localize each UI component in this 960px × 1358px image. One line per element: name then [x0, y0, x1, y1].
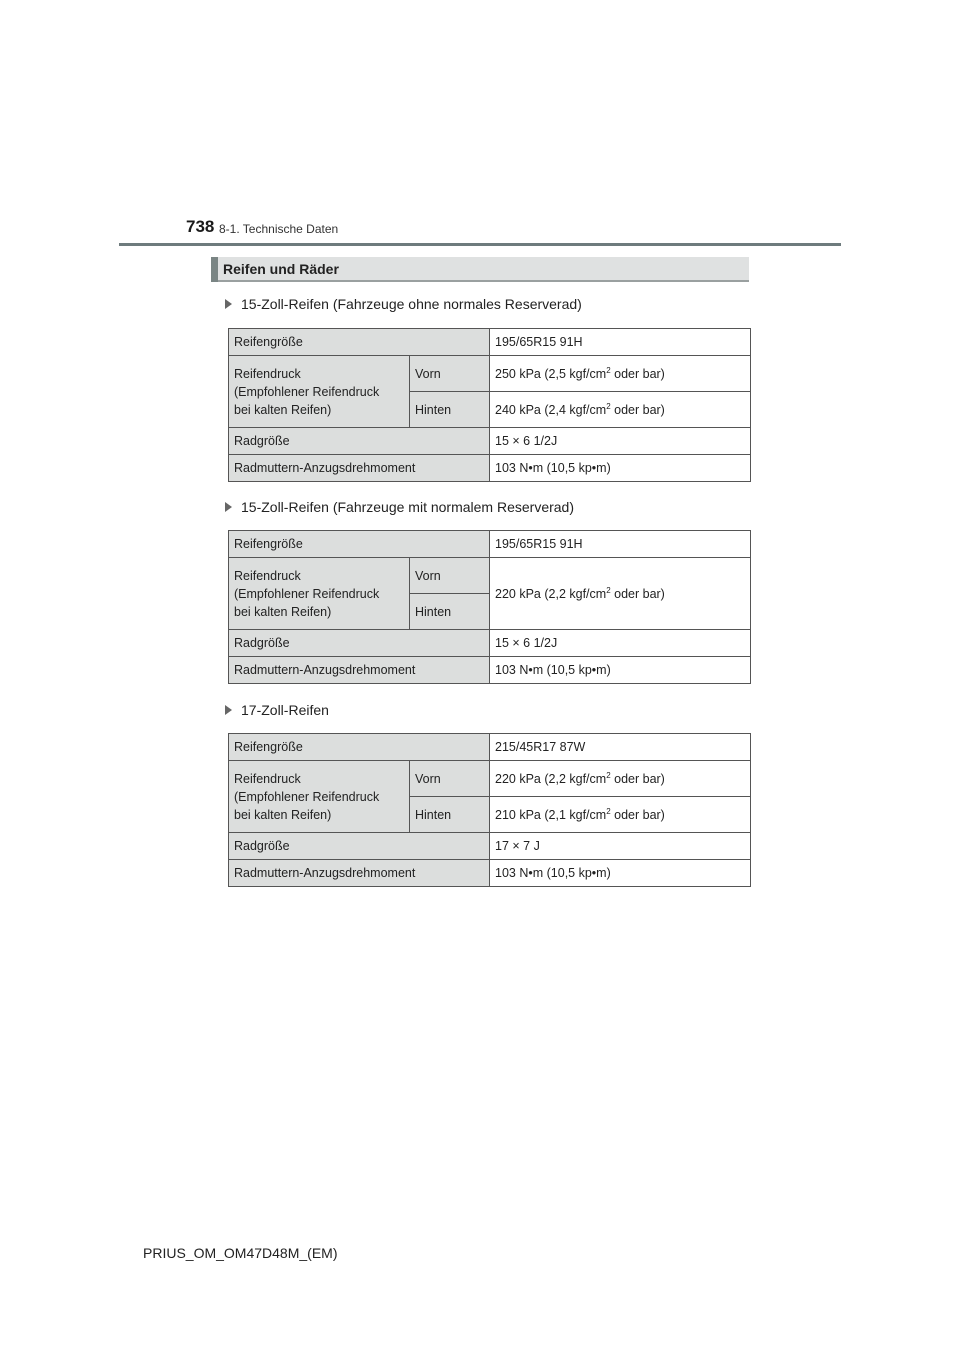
table-row [229, 428, 751, 455]
wheel-value: 15 × 6 1/2J [490, 630, 751, 657]
front-value-text: 250 kPa (2,5 kgf/cm [495, 367, 607, 382]
document-footer-id: PRIUS_OM_OM47D48M_(EM) [143, 1245, 338, 1261]
torque-label: Radmuttern-Anzugsdrehmoment [229, 657, 490, 684]
front-value [490, 356, 751, 392]
size-label: Reifengröße [229, 329, 490, 356]
subsection-title-text: 15-Zoll-Reifen (Fahrzeuge ohne normales Reserverad) [241, 296, 582, 312]
pressure-label-line: (Empfohlener Reifendruck [234, 384, 380, 399]
front-value-text: 220 kPa (2,2 kgf/cm [495, 772, 607, 787]
rear-label: Hinten [410, 797, 490, 833]
size-value: 195/65R15 91H [490, 531, 751, 558]
triangle-bullet-icon [225, 705, 232, 715]
superscript: 2 [606, 806, 611, 816]
rear-value [490, 392, 751, 428]
pressure-label-line: Reifendruck [234, 366, 301, 381]
torque-label: Radmuttern-Anzugsdrehmoment [229, 455, 490, 482]
size-label: Reifengröße [229, 734, 490, 761]
pressure-label-line: bei kalten Reifen) [234, 402, 332, 417]
pressure-label-line: Reifendruck [234, 771, 301, 786]
rear-value-text: 240 kPa (2,4 kgf/cm [495, 403, 607, 418]
table-row [229, 329, 751, 356]
table-row [229, 833, 751, 860]
shared-value-text: 220 kPa (2,2 kgf/cm [495, 587, 607, 602]
shared-pressure-value [490, 558, 751, 630]
table-row [229, 630, 751, 657]
front-unit-text: oder bar) [614, 367, 665, 382]
triangle-bullet-icon [225, 299, 232, 309]
torque-value: 103 N•m (10,5 kp•m) [490, 455, 751, 482]
wheel-value: 17 × 7 J [490, 833, 751, 860]
section-heading [211, 257, 749, 282]
rear-label: Hinten [410, 594, 490, 630]
size-label: Reifengröße [229, 531, 490, 558]
pressure-label-line: (Empfohlener Reifendruck [234, 789, 380, 804]
superscript: 2 [606, 770, 611, 780]
spec-table-3 [228, 733, 751, 887]
header-divider [119, 243, 841, 246]
front-unit-text: oder bar) [614, 772, 665, 787]
front-label: Vorn [410, 761, 490, 797]
size-value: 195/65R15 91H [490, 329, 751, 356]
front-value [490, 761, 751, 797]
section-breadcrumb: 8-1. Technische Daten [219, 222, 339, 236]
torque-value: 103 N•m (10,5 kp•m) [490, 860, 751, 887]
spec-table-2 [228, 530, 751, 684]
torque-label: Radmuttern-Anzugsdrehmoment [229, 860, 490, 887]
page-number: 738 [186, 217, 215, 236]
triangle-bullet-icon [225, 502, 232, 512]
rear-unit-text: oder bar) [614, 808, 665, 823]
wheel-label: Radgröße [229, 428, 490, 455]
table-row [229, 860, 751, 887]
wheel-label: Radgröße [229, 833, 490, 860]
superscript: 2 [606, 365, 611, 375]
pressure-label-line: bei kalten Reifen) [234, 604, 332, 619]
rear-unit-text: oder bar) [614, 403, 665, 418]
superscript: 2 [606, 585, 611, 595]
pressure-label [229, 356, 410, 428]
table-row [229, 761, 751, 797]
shared-unit-text: oder bar) [614, 587, 665, 602]
wheel-label: Radgröße [229, 630, 490, 657]
subsection-title-1 [225, 296, 582, 312]
wheel-value: 15 × 6 1/2J [490, 428, 751, 455]
table-row [229, 531, 751, 558]
pressure-label [229, 761, 410, 833]
rear-value-text: 210 kPa (2,1 kgf/cm [495, 808, 607, 823]
size-value: 215/45R17 87W [490, 734, 751, 761]
pressure-label [229, 558, 410, 630]
table-row [229, 734, 751, 761]
superscript: 2 [606, 401, 611, 411]
front-label: Vorn [410, 558, 490, 594]
torque-value: 103 N•m (10,5 kp•m) [490, 657, 751, 684]
front-label: Vorn [410, 356, 490, 392]
pressure-label-line: (Empfohlener Reifendruck [234, 586, 380, 601]
subsection-title-text: 17-Zoll-Reifen [241, 702, 329, 718]
subsection-title-2 [225, 499, 574, 515]
pressure-label-line: Reifendruck [234, 568, 301, 583]
spec-table-1 [228, 328, 751, 482]
table-row [229, 356, 751, 392]
pressure-label-line: bei kalten Reifen) [234, 807, 332, 822]
rear-label: Hinten [410, 392, 490, 428]
heading-accent-bar [211, 257, 218, 282]
table-row [229, 558, 751, 594]
table-row [229, 657, 751, 684]
rear-value [490, 797, 751, 833]
heading-title: Reifen und Räder [223, 261, 339, 277]
subsection-title-3 [225, 702, 329, 718]
subsection-title-text: 15-Zoll-Reifen (Fahrzeuge mit normalem Reserverad) [241, 499, 575, 515]
table-row [229, 455, 751, 482]
